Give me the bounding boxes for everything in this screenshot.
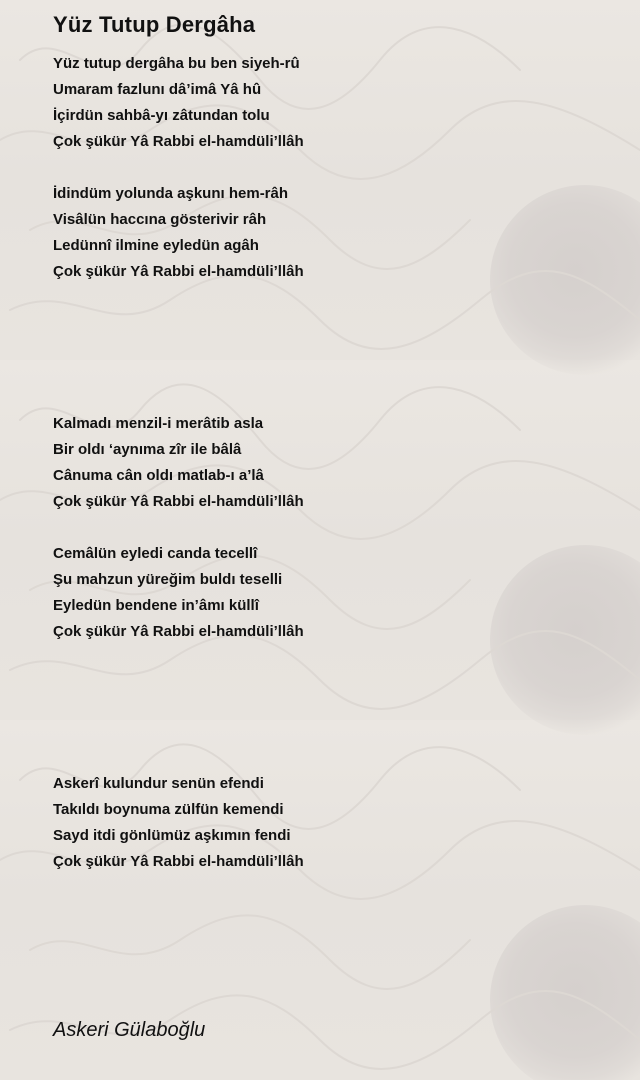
- poem-title: Yüz Tutup Dergâha: [53, 12, 256, 37]
- stanza-2: [53, 181, 304, 285]
- poem-line: Askerî kulundur senün efendi: [53, 775, 264, 792]
- poem-author[interactable]: Askeri Gülaboğlu: [53, 1019, 206, 1041]
- poem-line: Yüz tutup dergâha bu ben siyeh-rû: [53, 55, 300, 72]
- poem-line: Sayd itdi gönlümüz aşkımın fendi: [53, 827, 291, 844]
- poem-line: Visâlün haccına gösterivir râh: [53, 211, 267, 228]
- poem-line: Şu mahzun yüreğim buldı teselli: [53, 571, 283, 588]
- poem-line: İdindüm yolunda aşkunı hem-râh: [53, 185, 289, 202]
- poem-line: Çok şükür Yâ Rabbi el-hamdüli’llâh: [53, 133, 304, 150]
- stanza-5: [53, 771, 304, 875]
- poem-line: Takıldı boynuma zülfün kemendi: [53, 801, 284, 818]
- poem-line: Cemâlün eyledi canda tecellî: [53, 545, 258, 562]
- poem-line: Çok şükür Yâ Rabbi el-hamdüli’llâh: [53, 623, 304, 640]
- poem-line: Umaram fazlunı dâ’imâ Yâ hû: [53, 81, 262, 98]
- stanza-1: [53, 51, 304, 155]
- poem-line: Kalmadı menzil-i merâtib asla: [53, 415, 264, 432]
- stanza-4: [53, 541, 304, 645]
- poem-line: Çok şükür Yâ Rabbi el-hamdüli’llâh: [53, 853, 304, 870]
- stanza-3: [53, 411, 304, 515]
- poem-line: Bir oldı ‘aynıma zîr ile bâlâ: [53, 441, 242, 458]
- poem-line: Cânuma cân oldı matlab-ı a’lâ: [53, 467, 264, 484]
- poem-line: Çok şükür Yâ Rabbi el-hamdüli’llâh: [53, 263, 304, 280]
- poem-line: Ledünnî ilmine eyledün agâh: [53, 237, 259, 254]
- poem-line: İçirdün sahbâ-yı zâtundan tolu: [53, 107, 270, 124]
- poem-line: Eyledün bendene in’âmı küllî: [53, 597, 259, 614]
- poem-line: Çok şükür Yâ Rabbi el-hamdüli’llâh: [53, 493, 304, 510]
